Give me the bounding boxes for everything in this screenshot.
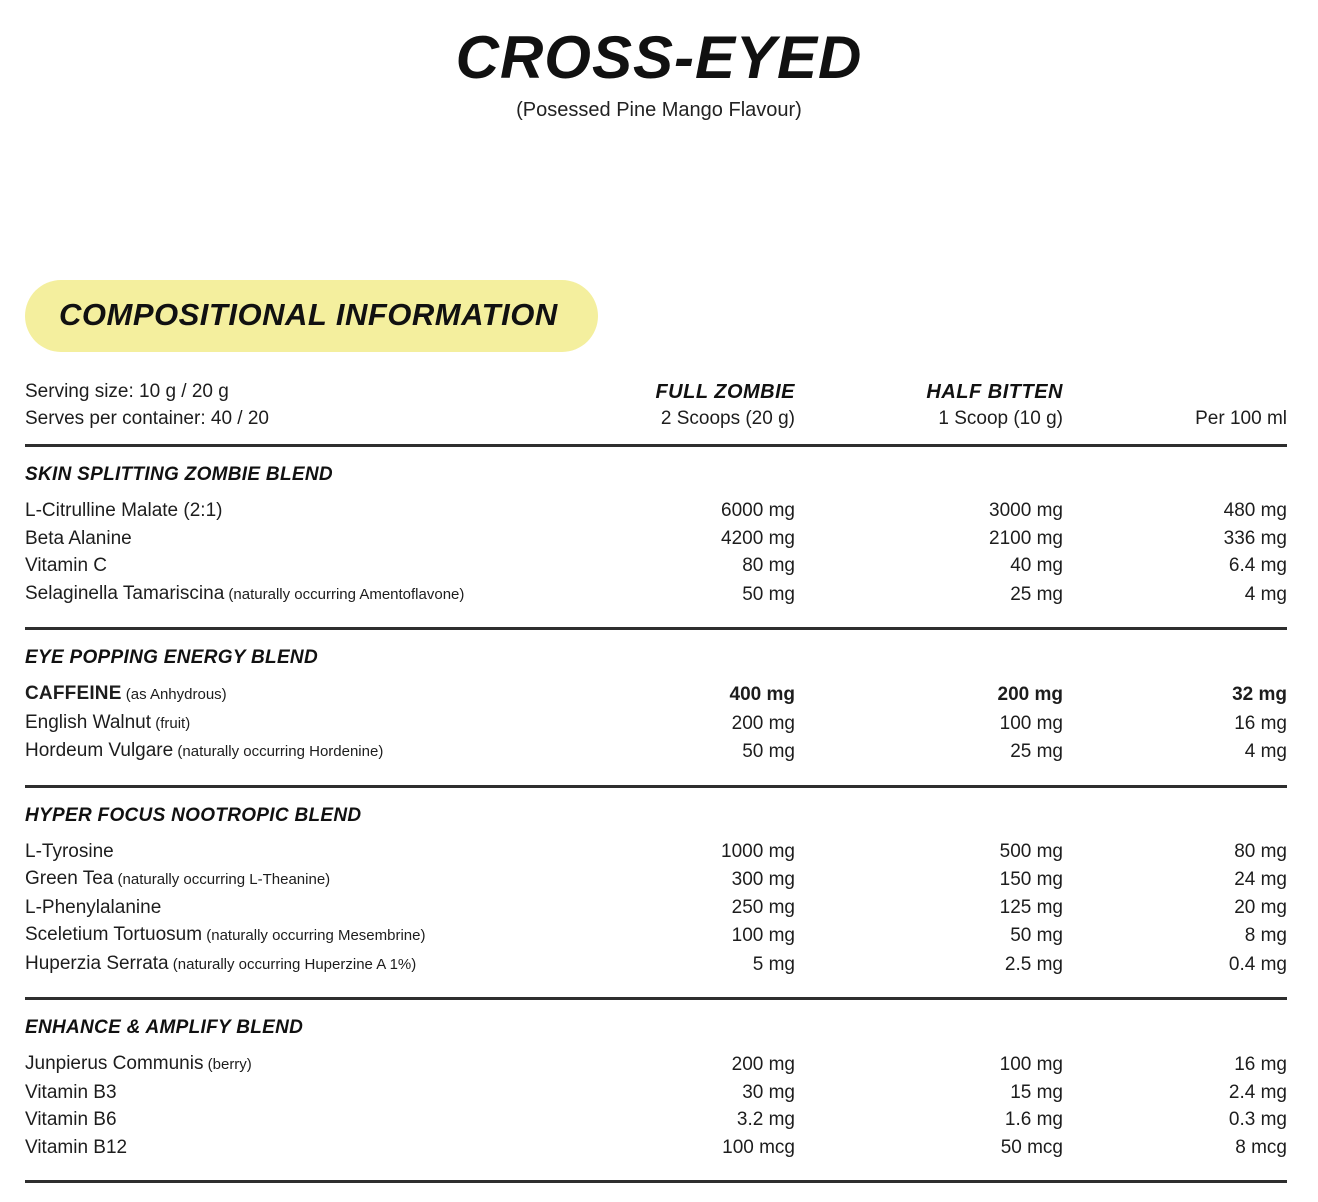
- ingredient-name-cell: [25, 1134, 635, 1162]
- ingredient-note: (berry): [203, 1056, 252, 1073]
- half-bitten-sub: 1 Scoop (10 g): [938, 408, 1063, 429]
- ingredient-row: [25, 1106, 1287, 1134]
- amount-half-bitten: 25 mg: [1010, 741, 1063, 762]
- blend-title: ENHANCE & AMPLIFY BLEND: [25, 1017, 304, 1038]
- ingredient-name-cell: [25, 838, 635, 866]
- full-zombie-label: FULL ZOMBIE: [655, 381, 795, 403]
- amount-per-100ml: 32 mg: [1232, 684, 1287, 705]
- ingredient-row: [25, 1134, 1287, 1162]
- ingredient-row: [25, 709, 1287, 738]
- ingredient-row: [25, 865, 1287, 894]
- amount-half-bitten: 25 mg: [1010, 583, 1063, 605]
- amount-half-bitten: 50 mcg: [1000, 1136, 1063, 1158]
- amount-per-100ml: 6.4 mg: [1228, 555, 1287, 576]
- ingredient-name: English Walnut: [25, 711, 152, 733]
- amount-full-zombie: 50 mg: [742, 583, 795, 605]
- column-header-half-bitten: [795, 379, 1063, 432]
- ingredient-row: [25, 680, 1287, 709]
- ingredient-name-cell: [25, 1050, 635, 1079]
- ingredient-name: CAFFEINE: [25, 683, 122, 704]
- amount-half-bitten: 40 mg: [1010, 555, 1063, 576]
- composition-table: [25, 378, 1287, 1183]
- amount-half-bitten: 200 mg: [997, 684, 1063, 705]
- table-header-row: [25, 378, 1287, 444]
- ingredient-name: Hordeum Vulgare: [25, 740, 174, 761]
- ingredient-name: L-Phenylalanine: [25, 896, 162, 918]
- ingredient-name: Junpierus Communis: [25, 1053, 204, 1074]
- amount-full-zombie: 80 mg: [742, 555, 795, 576]
- bottom-divider: [25, 1180, 1287, 1183]
- blend-title: SKIN SPLITTING ZOMBIE BLEND: [25, 464, 333, 485]
- amount-half-bitten: 15 mg: [1010, 1081, 1063, 1103]
- blend-section: [25, 997, 1287, 1180]
- amount-full-zombie: 300 mg: [731, 869, 795, 890]
- amount-full-zombie: 3.2 mg: [736, 1109, 795, 1130]
- amount-per-100ml: 8 mg: [1244, 925, 1287, 946]
- amount-full-zombie: 50 mg: [742, 741, 795, 762]
- ingredient-name: Vitamin C: [25, 555, 108, 576]
- ingredient-note: (naturally occurring Hordenine): [173, 743, 384, 760]
- amount-full-zombie: 6000 mg: [721, 500, 795, 521]
- amount-full-zombie: 100 mcg: [722, 1136, 795, 1158]
- amount-half-bitten: 1.6 mg: [1004, 1109, 1063, 1130]
- amount-per-100ml: 20 mg: [1234, 896, 1287, 918]
- ingredient-row: [25, 838, 1287, 866]
- ingredient-name-cell: [25, 497, 635, 525]
- product-flavour-subtitle: (Posessed Pine Mango Flavour): [516, 99, 802, 121]
- ingredient-name: Green Tea: [25, 868, 114, 889]
- ingredient-note: (naturally occurring Amentoflavone): [224, 585, 465, 603]
- ingredient-name-cell: [25, 1079, 635, 1107]
- amount-per-100ml: 0.3 mg: [1228, 1109, 1287, 1130]
- ingredient-row: [25, 552, 1287, 580]
- amount-full-zombie: 400 mg: [729, 684, 795, 705]
- ingredient-row: [25, 580, 1287, 609]
- amount-per-100ml: 8 mcg: [1235, 1136, 1287, 1158]
- amount-per-100ml: 16 mg: [1234, 1054, 1287, 1075]
- blend-section: [25, 627, 1287, 785]
- amount-per-100ml: 336 mg: [1223, 527, 1287, 549]
- ingredient-row: [25, 737, 1287, 766]
- amount-half-bitten: 2100 mg: [989, 527, 1063, 549]
- amount-full-zombie: 4200 mg: [721, 527, 795, 549]
- amount-per-100ml: 24 mg: [1234, 869, 1287, 890]
- product-title: CROSS-EYED: [455, 24, 863, 91]
- ingredient-name: Sceletium Tortuosum: [25, 924, 203, 945]
- column-header-per-100ml: [1063, 405, 1287, 432]
- column-header-full-zombie: [635, 379, 795, 432]
- full-zombie-sub: 2 Scoops (20 g): [660, 408, 795, 429]
- amount-full-zombie: 30 mg: [742, 1081, 795, 1103]
- ingredient-row: [25, 497, 1287, 525]
- amount-half-bitten: 2.5 mg: [1004, 953, 1063, 975]
- ingredient-name: Vitamin B3: [25, 1081, 117, 1103]
- amount-full-zombie: 200 mg: [731, 712, 795, 734]
- amount-half-bitten: 100 mg: [999, 1054, 1063, 1075]
- compositional-information-badge: [25, 280, 598, 352]
- amount-full-zombie: 5 mg: [752, 953, 795, 975]
- ingredient-name-cell: [25, 580, 635, 609]
- amount-half-bitten: 150 mg: [999, 869, 1063, 890]
- ingredient-row: [25, 921, 1287, 950]
- ingredient-name: L-Tyrosine: [25, 840, 114, 862]
- serves-per-container-text: Serves per container: 40 / 20: [25, 408, 269, 429]
- ingredient-note: (naturally occurring Huperzine A 1%): [168, 955, 417, 973]
- half-bitten-label: HALF BITTEN: [926, 381, 1063, 403]
- ingredient-note: (naturally occurring L-Theanine): [113, 871, 331, 888]
- amount-half-bitten: 500 mg: [999, 840, 1063, 862]
- ingredient-name-cell: [25, 525, 635, 553]
- amount-half-bitten: 3000 mg: [989, 500, 1063, 521]
- serving-info: [25, 378, 635, 432]
- amount-per-100ml: 0.4 mg: [1228, 953, 1287, 975]
- ingredient-row: [25, 1079, 1287, 1107]
- ingredient-name: Vitamin B12: [25, 1136, 128, 1158]
- ingredient-name: Vitamin B6: [25, 1109, 117, 1130]
- blend-section: [25, 785, 1287, 998]
- ingredient-name-cell: [25, 709, 635, 738]
- ingredient-name: Beta Alanine: [25, 527, 132, 549]
- ingredient-name-cell: [25, 894, 635, 922]
- blend-section: [25, 444, 1287, 627]
- blend-title: EYE POPPING ENERGY BLEND: [25, 647, 318, 668]
- ingredient-row: [25, 1050, 1287, 1079]
- amount-full-zombie: 200 mg: [731, 1054, 795, 1075]
- ingredient-name: L-Citrulline Malate (2:1): [25, 500, 223, 521]
- ingredient-name-cell: [25, 950, 635, 979]
- amount-per-100ml: 80 mg: [1234, 840, 1287, 862]
- ingredient-name-cell: [25, 921, 635, 950]
- amount-half-bitten: 125 mg: [999, 896, 1063, 918]
- amount-full-zombie: 250 mg: [731, 896, 795, 918]
- amount-full-zombie: 1000 mg: [721, 840, 795, 862]
- ingredient-name-cell: [25, 865, 635, 894]
- amount-half-bitten: 100 mg: [999, 712, 1063, 734]
- ingredient-name: Huperzia Serrata: [25, 952, 169, 974]
- ingredient-name-cell: [25, 1106, 635, 1134]
- ingredient-name-cell: [25, 552, 635, 580]
- compositional-information-label: COMPOSITIONAL INFORMATION: [59, 297, 558, 332]
- blend-title: HYPER FOCUS NOOTROPIC BLEND: [25, 804, 362, 826]
- ingredient-note: (fruit): [151, 714, 191, 732]
- ingredient-name-cell: [25, 680, 635, 709]
- amount-per-100ml: 4 mg: [1244, 741, 1287, 762]
- per-100ml-label: Per 100 ml: [1195, 408, 1287, 429]
- amount-per-100ml: 16 mg: [1234, 712, 1287, 734]
- table-sections: [25, 444, 1287, 1180]
- amount-full-zombie: 100 mg: [731, 925, 795, 946]
- amount-per-100ml: 480 mg: [1223, 500, 1287, 521]
- amount-half-bitten: 50 mg: [1010, 925, 1063, 946]
- ingredient-name: Selaginella Tamariscina: [25, 582, 225, 604]
- ingredient-row: [25, 894, 1287, 922]
- title-block: [0, 0, 1318, 122]
- amount-per-100ml: 4 mg: [1244, 583, 1287, 605]
- ingredient-name-cell: [25, 737, 635, 766]
- ingredient-row: [25, 950, 1287, 979]
- serving-size-text: Serving size: 10 g / 20 g: [25, 381, 229, 402]
- ingredient-note: (as Anhydrous): [121, 686, 227, 703]
- ingredient-row: [25, 525, 1287, 553]
- amount-per-100ml: 2.4 mg: [1228, 1081, 1287, 1103]
- ingredient-note: (naturally occurring Mesembrine): [202, 927, 426, 944]
